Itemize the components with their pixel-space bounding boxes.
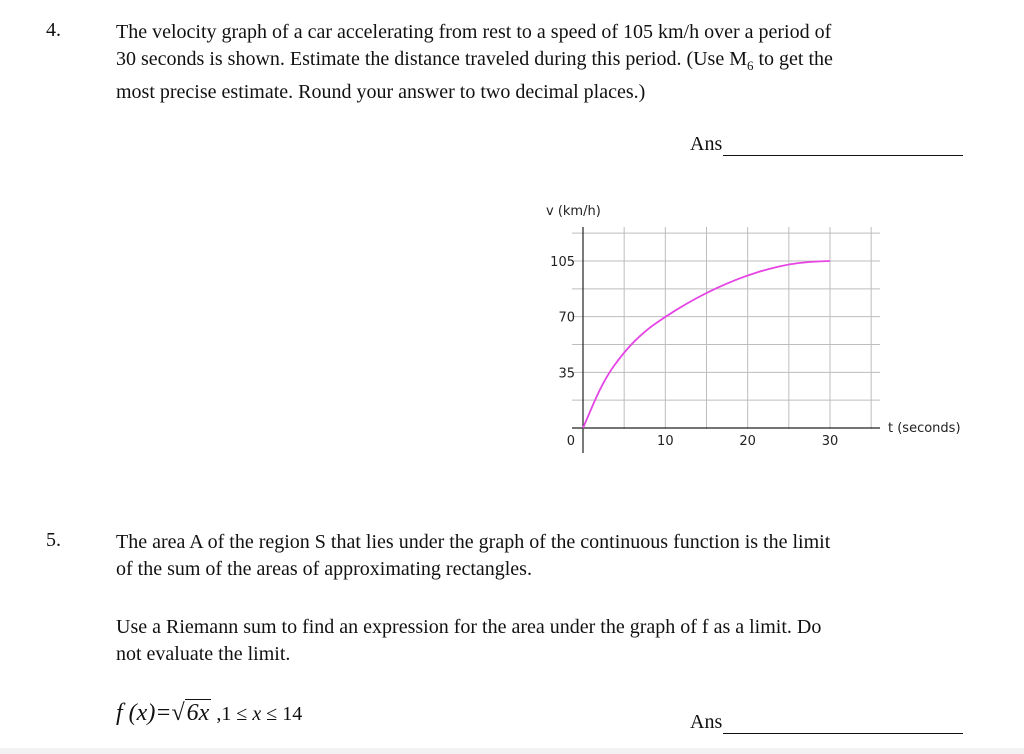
question-4-answer[interactable]	[690, 133, 963, 156]
question-5-answer[interactable]	[690, 711, 963, 734]
question-5-line-2: of the sum of the areas of approximating rectangles.	[116, 558, 532, 580]
page-bottom-edge	[0, 748, 1024, 754]
x-axis-label: t (seconds)	[888, 421, 961, 436]
answer-blank-line[interactable]	[723, 135, 963, 156]
question-4-number: 4.	[46, 19, 61, 41]
function-formula	[116, 700, 302, 727]
midpoint-subscript: 6	[747, 58, 754, 73]
le-symbol-2: ≤	[261, 703, 283, 725]
answer-label: Ans	[690, 133, 723, 155]
question-5-number: 5.	[46, 529, 61, 551]
x-tick-label: 30	[821, 434, 839, 449]
formula-lhs: f (x)=	[116, 700, 172, 726]
velocity-graph	[530, 195, 1000, 470]
radical-sign: √	[171, 700, 185, 726]
domain-separator: ,	[211, 703, 222, 725]
chart-tick-labels	[550, 255, 838, 449]
y-tick-label: 70	[558, 310, 575, 326]
domain-variable: x	[252, 703, 262, 725]
question-5-line-1: The area A of the region S that lies under the graph of the continuous function is the limit	[116, 531, 831, 553]
question-4-line-2: 30 seconds is shown. Estimate the distance traveled during this period. (Use $M_6$ to get the	[116, 48, 833, 73]
x-tick-label: 20	[739, 434, 756, 449]
y-tick-label: 105	[550, 255, 575, 270]
square-root	[172, 700, 212, 727]
question-5-intro	[116, 529, 996, 583]
le-symbol-1: ≤	[231, 703, 253, 725]
domain-upper: 14	[282, 703, 303, 725]
chart-grid	[572, 227, 880, 429]
answer-label: Ans	[690, 711, 723, 733]
question-4-text	[116, 19, 996, 106]
domain-lower: 1	[221, 703, 232, 725]
radicand: 6x	[186, 700, 210, 726]
question-4-line-1: The velocity graph of a car accelerating from rest to a speed of 105 km/h over a period of	[116, 21, 832, 43]
question-5-line-3: Use a Riemann sum to find an expression for the area under the graph of f as a limit. Do	[116, 616, 822, 638]
question-4-line-3: most precise estimate. Round your answer to two decimal places.)	[116, 81, 646, 103]
question-5-line-4: not evaluate the limit.	[116, 643, 291, 665]
y-tick-label: 35	[558, 366, 575, 382]
question-5-instructions	[116, 614, 996, 668]
y-axis-label: v (km/h)	[546, 204, 601, 219]
y-tick-label: 0	[566, 434, 575, 449]
x-tick-label: 10	[657, 434, 674, 449]
answer-blank-line[interactable]	[723, 713, 963, 734]
